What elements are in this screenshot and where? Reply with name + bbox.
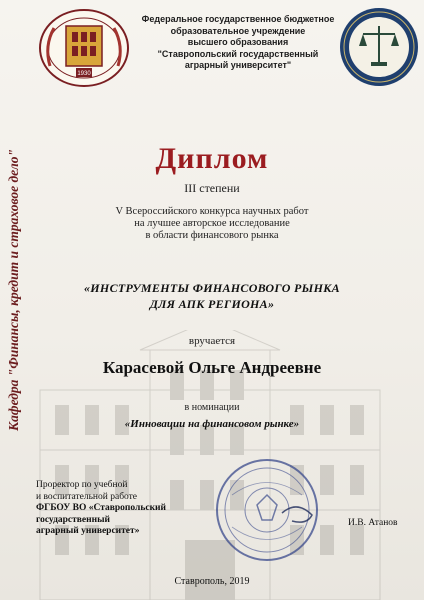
city-year: Ставрополь, 2019 — [174, 576, 250, 587]
university-header — [138, 14, 338, 72]
contest-description — [60, 206, 364, 242]
header-line-3: высшего образования — [187, 37, 289, 47]
awarded-label: вручается — [188, 335, 236, 347]
department-vertical-text: Кафедра "Финансы, кредит и страховое дело" — [6, 149, 21, 431]
work-title-line-2: ДЛЯ АПК РЕГИОНА» — [149, 297, 275, 311]
contest-line-2: на лучшее авторское исследование — [134, 218, 290, 229]
signer-block — [36, 480, 216, 538]
official-stamp-icon — [212, 455, 322, 565]
header-line-1: Федеральное государственное бюджетное — [141, 14, 335, 24]
header-line-2: образовательное учреждение — [170, 25, 306, 36]
signer-name: И.В. Атанов — [348, 518, 398, 528]
faculty-emblem-icon — [338, 6, 420, 88]
logo-year-text: 1930 — [77, 71, 91, 77]
signer-line-3: ФГБОУ ВО «Ставропольский государственный — [36, 503, 166, 525]
signer-line-1: Проректор по учебной — [36, 480, 128, 490]
degree-text: III степени — [184, 181, 240, 195]
university-logo-icon — [36, 6, 132, 90]
signer-line-2: и воспитательной работе — [36, 491, 138, 502]
diploma-title: Диплом — [155, 142, 269, 175]
recipient-name: Карасевой Ольге Андреевне — [102, 358, 322, 377]
contest-line-3: в области финансового рынка — [145, 230, 279, 241]
signer-line-4: аграрный университет» — [36, 526, 140, 536]
nomination-label: в номинации — [184, 402, 240, 413]
contest-line-1: V Всероссийского конкурса научных работ — [115, 206, 309, 217]
work-title — [40, 280, 384, 312]
header-line-4: "Ставропольский государственный — [157, 48, 319, 59]
header-line-5: аграрный университет" — [184, 60, 292, 70]
nomination-name: «Инновации на финансовом рынке» — [124, 418, 300, 430]
work-title-line-1: «ИНСТРУМЕНТЫ ФИНАНСОВОГО РЫНКА — [84, 281, 340, 295]
